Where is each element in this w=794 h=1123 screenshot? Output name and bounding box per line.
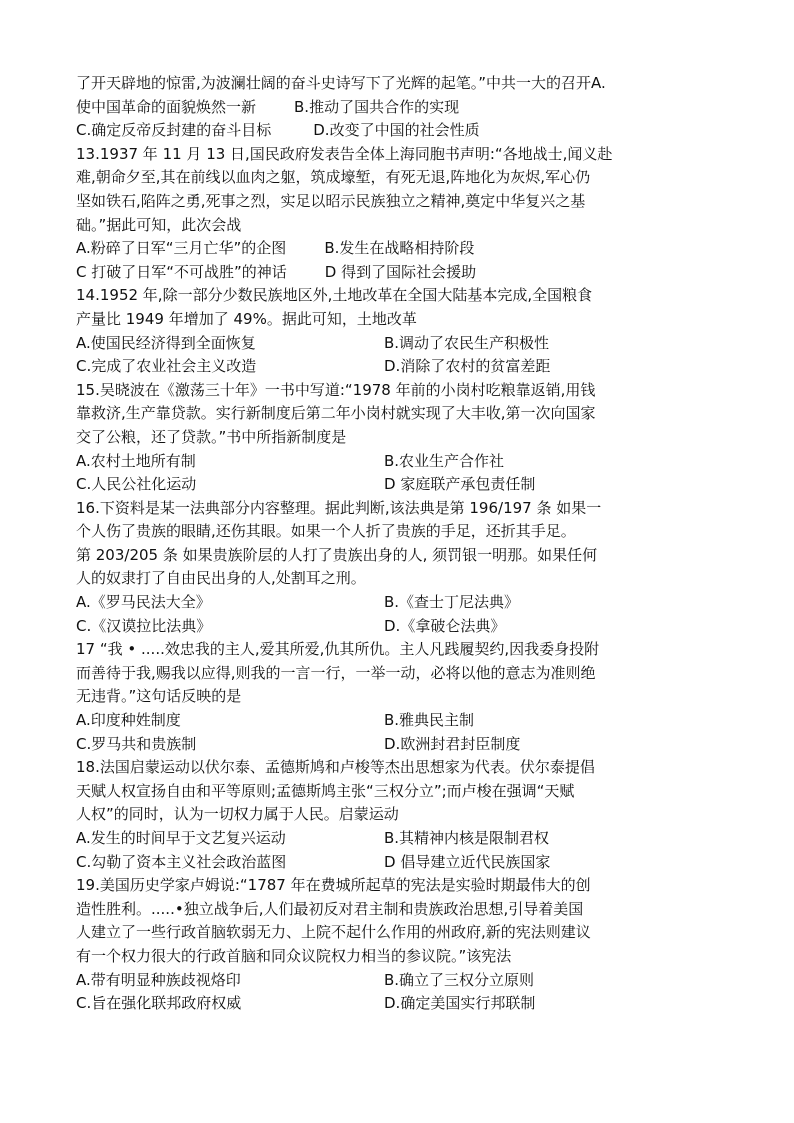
q13-stem-line: 坚如铁石,陷阵之勇,死事之烈，实足以昭示民族独立之精神,奠定中华复兴之基 bbox=[76, 191, 586, 210]
q18-options-cd bbox=[76, 851, 736, 875]
q12-stem-line: 了开天辟地的惊雷,为波澜壮阔的奋斗史诗写下了光辉的起笔。”中共一大的召开A. bbox=[76, 74, 606, 92]
q13-option-d: D 得到了国际社会援助 bbox=[324, 262, 477, 281]
q15-stem-line: 交了公粮，还了贷款。”书中所指新制度是 bbox=[76, 427, 347, 446]
q18-stem-line: 天赋人权宣扬自由和平等原则;孟德斯鸠主张“三权分立”;而卢梭在强调“天赋 bbox=[76, 781, 575, 800]
q12-option-b: B.推动了国共合作的实现 bbox=[294, 97, 460, 116]
q15-options-ab bbox=[76, 450, 736, 474]
q19-option-d: D.确定美国实行邦联制 bbox=[384, 994, 536, 1013]
q14-stem-line: 产量比 1949 年增加了 49%。据此可知，土地改革 bbox=[76, 309, 417, 328]
exam-page bbox=[76, 72, 736, 1016]
q13-stem-line: 础。”据此可知，此次会战 bbox=[76, 215, 242, 234]
q15-option-b: B.农业生产合作社 bbox=[384, 451, 505, 470]
q19-option-c: C.旨在强化联邦政府权威 bbox=[76, 994, 242, 1013]
q13-options-ab bbox=[76, 237, 736, 261]
q14-options-cd bbox=[76, 355, 736, 379]
q12-option-a: 使中国革命的面貌焕然一新 bbox=[76, 97, 257, 116]
q16-options-cd bbox=[76, 615, 736, 639]
q16-stem-line: 个人伤了贵族的眼睛,还伤其眼。如果一个人折了贵族的手足，还折其手足。 bbox=[76, 522, 576, 541]
q14-stem-line: 14.1952 年,除一部分少数民族地区外,土地改革在全国大陆基本完成,全国粮食 bbox=[76, 286, 593, 305]
q15-stem-line: 靠救济,生产靠贷款。实行新制度后第二年小岗村就实现了大丰收,第一次向国家 bbox=[76, 404, 596, 423]
q13-stem-line: 13.1937 年 11 月 13 日,国民政府发表告全体上海同胞书声明:“各地战士,闻义赴 bbox=[76, 144, 613, 163]
q18-option-a: A.发生的时间早于文艺复兴运动 bbox=[76, 829, 286, 847]
q13-option-c: C 打破了日军“不可战胜”的神话 bbox=[76, 262, 287, 281]
q13-option-b: B.发生在战略相持阶段 bbox=[324, 239, 475, 258]
q15-option-d: D 家庭联产承包责任制 bbox=[384, 475, 536, 494]
q16-stem-line: 16.下资料是某一法典部分内容整理。据此判断,该法典是第 196/197 条 如果一 bbox=[76, 498, 602, 517]
q17-stem-line: 而善待于我,赐我以应得,则我的一言一行，一举一动，必将以他的意志为准则绝 bbox=[76, 663, 596, 682]
q19-options-ab bbox=[76, 969, 736, 993]
q17-option-d: D.欧洲封君封臣制度 bbox=[384, 734, 521, 753]
q15-option-a: A.农村土地所有制 bbox=[76, 451, 196, 470]
q16-option-c: C.《汉谟拉比法典》 bbox=[76, 616, 212, 635]
q19-options-cd bbox=[76, 992, 736, 1016]
q19-option-b: B.确立了三权分立原则 bbox=[384, 970, 535, 989]
q17-options-cd bbox=[76, 733, 736, 757]
q16-option-b: B.《查士丁尼法典》 bbox=[384, 593, 520, 612]
q13-option-a: A.粉碎了日军“三月亡华”的企图 bbox=[76, 239, 287, 258]
q18-stem-line: 人权”的同时，认为一切权力属于人民。启蒙运动 bbox=[76, 805, 399, 824]
q14-option-a: A.使国民经济得到全面恢复 bbox=[76, 333, 256, 352]
q17-options-ab bbox=[76, 709, 736, 733]
q17-option-a: A.印度种姓制度 bbox=[76, 711, 181, 730]
q15-options-cd bbox=[76, 473, 736, 497]
q12-option-c: C.确定反帝反封建的奋斗目标 bbox=[76, 121, 272, 140]
q13-stem-line: 难,朝命夕至,其在前线以血肉之躯，筑成壕堑，有死无退,阵地化为灰烬,军心仍 bbox=[76, 168, 591, 187]
q19-option-a: A.带有明显种族歧视烙印 bbox=[76, 970, 241, 989]
q16-options-ab bbox=[76, 591, 736, 615]
q17-option-b: B.雅典民主制 bbox=[384, 711, 475, 730]
q14-option-b: B.调动了农民生产积极性 bbox=[384, 333, 550, 352]
q18-option-b: B.其精神内核是限制君权 bbox=[384, 829, 550, 847]
q15-stem-line: 15.吴晓波在《激荡三十年》一书中写道:“1978 年前的小岗村吃粮靠返销,用钱 bbox=[76, 380, 596, 399]
q18-stem-line: 18.法国启蒙运动以伏尔泰、孟德斯鸠和卢梭等杰出思想家为代表。伏尔泰提倡 bbox=[76, 758, 595, 777]
q18-options-ab bbox=[76, 827, 736, 851]
q17-stem-line: 17 “我 • .....效忠我的主人,爱其所爱,仇其所仇。主人凡践履契约,因我委身投附 bbox=[76, 640, 600, 659]
q12-options-cd bbox=[76, 119, 736, 143]
q16-option-d: D.《拿破仑法典》 bbox=[384, 616, 506, 635]
q19-stem-line: 19.美国历史学家卢姆说:“1787 年在费城所起草的宪法是实验时期最伟大的创 bbox=[76, 876, 591, 895]
q14-option-d: D.消除了农村的贫富差距 bbox=[384, 357, 551, 376]
q19-stem-line: 造性胜利。.....•独立战争后,人们最初反对君主制和贵族政治思想,引导着美国 bbox=[76, 899, 584, 918]
q13-options-cd bbox=[76, 261, 736, 285]
q12-option-d: D.改变了中国的社会性质 bbox=[313, 121, 480, 140]
q15-option-c: C.人民公社化运动 bbox=[76, 475, 197, 494]
q18-option-c: C.勾勒了资本主义社会政治蓝图 bbox=[76, 852, 287, 871]
q14-options-ab bbox=[76, 332, 736, 356]
q14-option-c: C.完成了农业社会主义改造 bbox=[76, 357, 257, 376]
q19-stem-line: 人建立了一些行政首脑软弱无力、上院不起什么作用的州政府,新的宪法则建议 bbox=[76, 923, 591, 942]
q18-option-d: D 倡导建立近代民族国家 bbox=[384, 852, 551, 871]
q17-stem-line: 无违背。”这句话反映的是 bbox=[76, 687, 242, 706]
q16-option-a: A.《罗马民法大全》 bbox=[76, 593, 211, 612]
q17-option-c: C.罗马共和贵族制 bbox=[76, 734, 197, 753]
q12-options-ab bbox=[76, 96, 736, 120]
q16-stem-line: 人的奴隶打了自由民出身的人,处割耳之刑。 bbox=[76, 569, 366, 588]
q16-stem-line: 第 203/205 条 如果贵族阶层的人打了贵族出身的人, 须罚银一明那。如果任何 bbox=[76, 545, 598, 564]
q19-stem-line: 有一个权力很大的行政首脑和同众议院权力相当的参议院。”该宪法 bbox=[76, 946, 512, 965]
